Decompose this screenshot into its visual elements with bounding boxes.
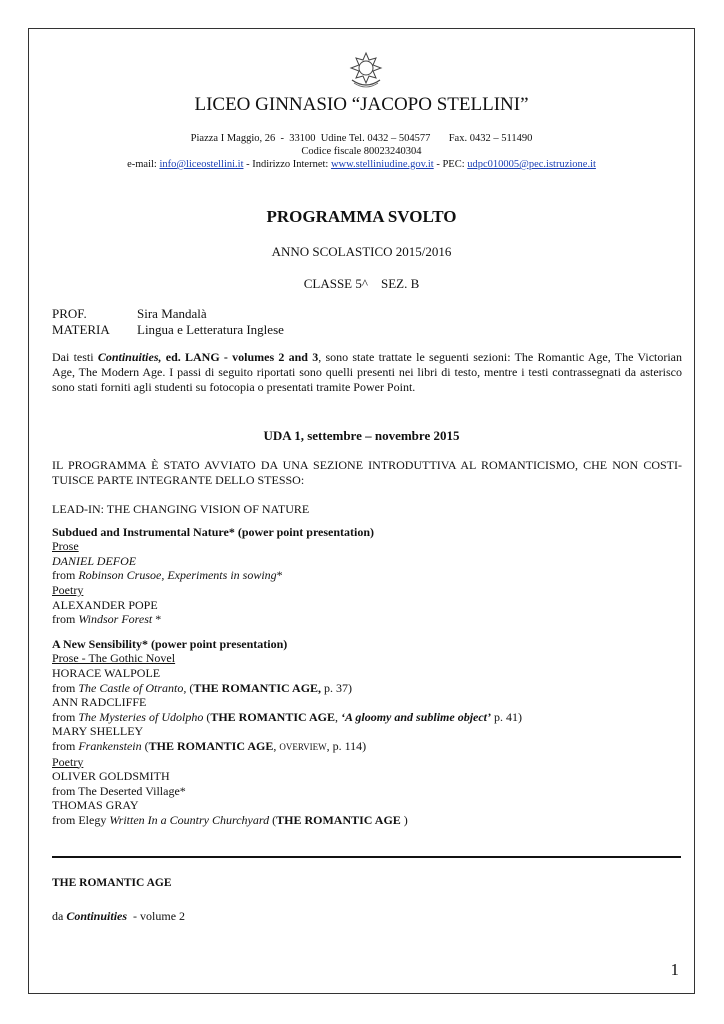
- web-label: - Indirizzo Internet:: [246, 159, 329, 170]
- section-heading: Subdued and Instrumental Nature* (power point presentation): [52, 524, 375, 539]
- document-title: PROGRAMMA SVOLTO: [266, 207, 457, 226]
- section-title: THE ROMANTIC AGE: [52, 877, 172, 889]
- fiscal-code: Codice fiscale 80023240304: [301, 146, 422, 157]
- genre-label: Poetry: [52, 582, 84, 597]
- email-label: e-mail:: [127, 159, 157, 170]
- intro-text-2: , sono state trattate le seguenti sezioni: The Romantic Age, The Victorian Age, The Modern Age. I passi di seguito riportati sono quelli presenti nei libri di testo, mentre i testi contrassegnati da asterisco sono stati forniti agli studenti su fotocopia o presentati tramite Power Point.: [52, 350, 683, 394]
- prof-label: PROF.: [52, 306, 87, 321]
- class-section: [28, 276, 695, 292]
- contacts-line: [28, 159, 695, 170]
- section-divider: [52, 856, 681, 858]
- pec-label: - PEC:: [436, 159, 465, 170]
- intro-text: Dai testi: [52, 350, 98, 364]
- class-label: CLASSE 5^: [303, 276, 368, 291]
- subject-label: MATERIA: [52, 322, 110, 337]
- email-link[interactable]: info@liceostellini.it: [159, 159, 244, 170]
- author-name: THOMAS GRAY: [52, 798, 139, 813]
- website-link[interactable]: www.stelliniudine.gov.it: [330, 159, 434, 170]
- genre-label: Prose - The Gothic Novel: [52, 651, 176, 666]
- intro-paragraph: [52, 350, 682, 395]
- pec-link[interactable]: udpc010005@pec.istruzione.it: [467, 159, 596, 170]
- teacher-info: [52, 306, 284, 338]
- work-line: from Elegy Written In a Country Churchyard (THE ROMANTIC AGE ): [52, 812, 408, 827]
- uda-heading: UDA 1, settembre – novembre 2015: [263, 428, 460, 443]
- page-number: 1: [670, 960, 679, 979]
- section-heading: A New Sensibility* (power point presentation): [52, 636, 288, 651]
- leadin-line: LEAD-IN: THE CHANGING VISION OF NATURE: [52, 502, 310, 516]
- work-line: from The Deserted Village*: [52, 783, 186, 798]
- intro-book: Continuities,: [97, 350, 162, 364]
- subject-name: Lingua e Letteratura Inglese: [137, 322, 284, 337]
- intro-edition: ed. LANG - volumes 2 and 3: [161, 350, 319, 364]
- genre-label: Prose: [52, 539, 79, 554]
- author-name: ALEXANDER POPE: [52, 597, 158, 612]
- program-content: [52, 502, 682, 827]
- author-name: MARY SHELLEY: [52, 724, 144, 739]
- section-label: SEZ. B: [380, 276, 420, 291]
- work-line: from Windsor Forest *: [52, 612, 162, 627]
- school-year: ANNO SCOLASTICO 2015/2016: [271, 244, 452, 259]
- program-note: IL PROGRAMMA È STATO AVVIATO DA UNA SEZIONE INTRODUTTIVA AL ROMANTICISMO, CHE NON COSTI- TUISCE PARTE INTEGRANTE DELLO STESSO:: [52, 458, 682, 487]
- school-address: Piazza I Maggio, 26 - 33100 Udine Tel. 0432 – 504577 Fax. 0432 – 511490: [190, 133, 533, 144]
- school-name: LICEO GINNASIO “JACOPO STELLINI”: [194, 94, 529, 115]
- prof-name: Sira Mandalà: [137, 306, 207, 321]
- republic-emblem-icon: [346, 50, 386, 90]
- genre-label: Poetry: [52, 754, 84, 769]
- author-name: DANIEL DEFOE: [52, 553, 137, 568]
- author-name: HORACE WALPOLE: [52, 665, 161, 680]
- work-line: from The Castle of Otranto, (THE ROMANTIC AGE, p. 37): [52, 680, 353, 695]
- work-line: from The Mysteries of Udolpho (THE ROMANTIC AGE, ‘A gloomy and sublime object’ p. 41): [52, 709, 523, 724]
- author-name: OLIVER GOLDSMITH: [52, 769, 170, 784]
- work-line: from Frankenstein (THE ROMANTIC AGE, OVERVIEW, p. 114): [52, 738, 367, 753]
- textbook-line: da Continuities - volume 2: [52, 909, 186, 923]
- author-name: ANN RADCLIFFE: [52, 695, 147, 710]
- work-line: from Robinson Crusoe, Experiments in sowing*: [52, 568, 283, 583]
